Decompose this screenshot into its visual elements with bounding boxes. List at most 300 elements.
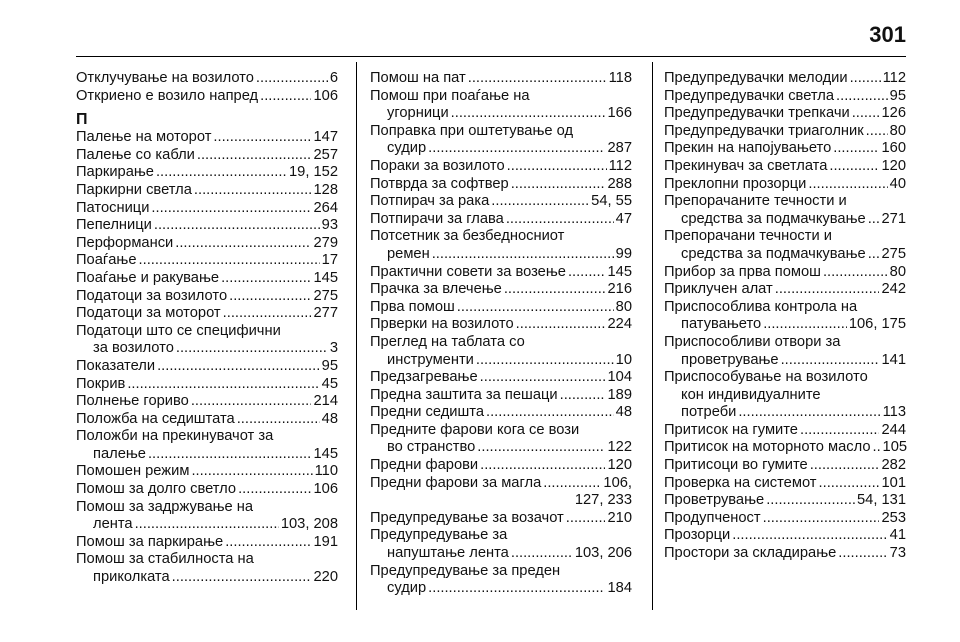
page-reference: 101 — [881, 474, 906, 491]
entry-line — [76, 376, 338, 394]
index-entry — [664, 545, 906, 563]
entry-line — [76, 252, 338, 270]
index-entry — [370, 457, 632, 475]
dot-leader — [511, 176, 606, 194]
dot-leader — [194, 182, 312, 200]
entry-term: Поаѓање и ракување — [76, 269, 220, 286]
entry-term: Пепелници — [76, 217, 152, 234]
entry-term: Проветрување — [664, 492, 765, 509]
entry-term: Предните фарови кога се вози — [370, 421, 580, 438]
page-reference: 73 — [889, 545, 906, 562]
entry-term: Притисок на гумите — [664, 421, 798, 438]
entry-term: лента — [93, 516, 133, 533]
entry-term: Положба на седиштата — [76, 410, 235, 427]
page-reference: 282 — [881, 457, 906, 474]
entry-line — [664, 281, 906, 299]
page-reference: 244 — [881, 421, 906, 438]
dot-leader — [238, 481, 311, 499]
index-entry — [76, 376, 338, 394]
page-reference: 257 — [313, 146, 338, 163]
page-reference: 141 — [881, 351, 906, 368]
entry-term: Препорачани течности и — [664, 228, 832, 245]
entry-line — [370, 580, 632, 598]
dot-leader — [568, 264, 606, 282]
entry-term: Помош при поаѓање на — [370, 87, 530, 104]
index-entry — [664, 492, 906, 510]
index-entry — [370, 369, 632, 387]
dot-leader — [175, 235, 311, 253]
dot-leader — [511, 545, 573, 563]
entry-line — [370, 510, 632, 528]
entry-term: инструменти — [387, 351, 474, 368]
entry-line — [76, 164, 338, 182]
dot-leader — [156, 164, 287, 182]
entry-term: Преклопни прозорци — [664, 175, 807, 192]
entry-line — [76, 288, 338, 306]
index-entry — [664, 193, 906, 228]
page-reference: 147 — [313, 129, 338, 146]
entry-term: Предупредување за — [370, 527, 508, 544]
entry-term: Проверка на системот — [664, 474, 817, 491]
entry-term: Предзагревање — [370, 369, 478, 386]
index-entry — [76, 164, 338, 182]
entry-line — [370, 387, 632, 405]
page-reference: 54, 131 — [856, 492, 906, 509]
entry-term: Помошен режим — [76, 463, 190, 480]
page-reference: 106 — [313, 481, 338, 498]
dot-leader — [451, 105, 606, 123]
page-reference: 288 — [607, 175, 632, 192]
index-entry — [370, 264, 632, 282]
entry-term: Помош за задржување на — [76, 498, 254, 515]
index-entry — [76, 182, 338, 200]
entry-term: Помош за паркирање — [76, 533, 224, 550]
index-entry — [76, 411, 338, 429]
page-reference: 287 — [607, 140, 632, 157]
entry-line — [76, 217, 338, 235]
page-reference: 19, 152 — [288, 164, 338, 181]
entry-line — [76, 270, 338, 288]
column-divider-2 — [652, 62, 653, 610]
dot-leader — [213, 129, 311, 147]
entry-term: Продупченост — [664, 509, 761, 526]
page-reference: 3 — [329, 340, 338, 357]
section-letter: П — [76, 111, 88, 129]
entry-term: Податоци што се специфични — [76, 322, 281, 339]
entry-term: Пораки за возилото — [370, 157, 505, 174]
index-entry — [76, 305, 338, 323]
page-reference: 126 — [881, 105, 906, 122]
entry-term: Притисок на моторното масло — [664, 439, 871, 456]
entry-term: Помош за стабилноста на — [76, 551, 254, 568]
dot-leader — [197, 147, 312, 165]
entry-line — [664, 475, 906, 493]
dot-leader — [833, 140, 879, 158]
entry-line — [664, 404, 906, 422]
page-reference: 214 — [313, 393, 338, 410]
index-entry — [370, 475, 632, 510]
entry-term: Приспособлива контрола на — [664, 298, 858, 315]
entry-line — [370, 105, 632, 123]
page-reference: 113 — [882, 404, 906, 421]
index-entry — [76, 252, 338, 270]
entry-term: Преглед на таблата со — [370, 333, 525, 350]
index-entry — [370, 158, 632, 176]
index-column-2 — [370, 70, 632, 598]
page-reference: 54, 55 — [591, 193, 632, 210]
entry-line — [76, 305, 338, 323]
dot-leader — [428, 580, 605, 598]
index-entry — [76, 235, 338, 253]
page-reference: 224 — [607, 316, 632, 333]
entry-line — [76, 481, 338, 499]
dot-leader — [486, 404, 614, 422]
entry-line — [76, 411, 338, 429]
index-entry — [370, 510, 632, 528]
entry-term: Предна заштита за пешаци — [370, 386, 558, 403]
index-entry — [76, 147, 338, 165]
index-entry — [76, 70, 338, 88]
page-reference: 277 — [313, 305, 338, 322]
dot-leader — [139, 252, 320, 270]
page-reference: 105 — [882, 439, 908, 456]
entry-term: Потпирач за рака — [370, 193, 490, 210]
dot-leader — [504, 281, 606, 299]
dot-leader — [560, 387, 606, 405]
entry-line — [76, 323, 338, 341]
entry-term: Предни седишта — [370, 404, 485, 421]
dot-leader — [221, 270, 311, 288]
dot-leader — [810, 457, 880, 475]
entry-line — [76, 499, 338, 517]
dot-leader — [480, 369, 606, 387]
page-reference: 128 — [313, 181, 338, 198]
dot-leader — [491, 193, 589, 211]
entry-line — [76, 551, 338, 569]
entry-line — [370, 88, 632, 106]
page-reference: 145 — [313, 445, 338, 462]
entry-term: Патосници — [76, 199, 150, 216]
page-reference: 275 — [313, 287, 338, 304]
page-reference: 210 — [607, 509, 632, 526]
entry-line — [76, 516, 338, 534]
page-reference: 160 — [881, 140, 906, 157]
page-reference: 220 — [313, 569, 338, 586]
entry-term: Препорачаните течности и — [664, 193, 847, 210]
entry-line — [370, 563, 632, 581]
page-reference: 80 — [615, 298, 632, 315]
entry-term: Предупредување за возачот — [370, 509, 564, 526]
index-entry — [370, 123, 632, 158]
page-reference: 106, 175 — [848, 316, 906, 333]
entry-line — [76, 129, 338, 147]
dot-leader — [151, 200, 311, 218]
dot-leader — [852, 105, 880, 123]
entry-line — [370, 457, 632, 475]
dot-leader — [543, 475, 601, 493]
entry-line — [370, 281, 632, 299]
entry-line — [76, 463, 338, 481]
index-entry — [664, 457, 906, 475]
entry-line — [370, 193, 632, 211]
index-entry — [370, 387, 632, 405]
page-reference: 264 — [313, 199, 338, 216]
index-entry — [76, 288, 338, 306]
entry-term: кон индивидуалните — [681, 386, 821, 403]
entry-line — [664, 369, 906, 387]
entry-line — [664, 457, 906, 475]
index-entry — [664, 228, 906, 263]
index-entry — [664, 299, 906, 334]
dot-leader — [477, 439, 605, 457]
entry-term: судир — [387, 140, 427, 157]
index-entry — [370, 228, 632, 263]
dot-leader — [850, 70, 881, 88]
entry-line — [370, 527, 632, 545]
index-entry — [664, 158, 906, 176]
entry-line — [664, 228, 906, 246]
page-reference: 106 — [313, 87, 338, 104]
entry-term: Полнење гориво — [76, 393, 189, 410]
dot-leader — [260, 88, 311, 106]
entry-line — [76, 88, 338, 106]
index-entry — [370, 88, 632, 123]
entry-line — [370, 475, 632, 493]
dot-leader — [191, 393, 312, 411]
entry-term: Прва помош — [370, 298, 455, 315]
dot-leader — [476, 352, 614, 370]
entry-line — [664, 422, 906, 440]
index-entry — [664, 510, 906, 528]
entry-line — [664, 264, 906, 282]
page-reference: 48 — [321, 410, 338, 427]
entry-line — [664, 510, 906, 528]
entry-term: Помош за долго светло — [76, 481, 237, 498]
index-entry — [76, 393, 338, 411]
index-entry — [664, 105, 906, 123]
index-entry — [370, 404, 632, 422]
index-entry — [370, 211, 632, 229]
dot-leader — [866, 123, 888, 141]
entry-term: Показатели — [76, 357, 156, 374]
index-entry — [664, 264, 906, 282]
page-reference: 253 — [881, 509, 906, 526]
dot-leader — [507, 158, 607, 176]
page-reference: 275 — [881, 245, 906, 262]
entry-line — [664, 70, 906, 88]
entry-line — [664, 299, 906, 317]
entry-line — [664, 527, 906, 545]
entry-line — [76, 200, 338, 218]
index-entry — [370, 422, 632, 457]
dot-leader — [256, 70, 328, 88]
page-reference: 112 — [882, 70, 906, 86]
index-entry — [76, 534, 338, 552]
dot-leader — [225, 534, 311, 552]
entry-term: Предупредување за преден — [370, 562, 561, 579]
entry-term: Предупредувачки триаголник — [664, 122, 864, 139]
dot-leader — [868, 246, 880, 264]
page-reference: 93 — [321, 217, 338, 234]
entry-line — [664, 158, 906, 176]
entry-term: Приспособливи отвори за — [664, 333, 841, 350]
dot-leader — [819, 475, 880, 493]
page-reference: 271 — [881, 210, 906, 227]
page-reference: 184 — [607, 580, 632, 597]
index-entry — [664, 70, 906, 88]
dot-leader — [732, 527, 887, 545]
page-reference-continuation: 127, 233 — [574, 492, 632, 509]
page-reference: 120 — [607, 457, 632, 474]
entry-line — [664, 246, 906, 264]
index-entry — [664, 88, 906, 106]
page-reference: 103, 206 — [574, 545, 632, 562]
index-entry — [370, 176, 632, 194]
entry-term: проветрување — [681, 351, 779, 368]
dot-leader — [823, 264, 888, 282]
column-divider-1 — [356, 62, 357, 610]
index-entry — [76, 323, 338, 358]
dot-leader — [172, 569, 312, 587]
entry-line — [370, 352, 632, 370]
entry-line — [370, 299, 632, 317]
dot-leader — [127, 376, 319, 394]
page-reference: 191 — [313, 533, 338, 550]
index-entry — [370, 334, 632, 369]
entry-term: Практични совети за возење — [370, 263, 566, 280]
index-entry — [370, 299, 632, 317]
entry-term: Поправка при оштетување од — [370, 122, 574, 139]
entry-term: ремен — [387, 245, 430, 262]
entry-line — [370, 369, 632, 387]
dot-leader — [157, 358, 320, 376]
entry-term: Податоци за моторот — [76, 305, 221, 322]
entry-term: Палење на моторот — [76, 129, 212, 146]
page-reference: 145 — [313, 269, 338, 286]
entry-line — [664, 352, 906, 370]
dot-leader — [457, 299, 614, 317]
page-reference: 104 — [607, 369, 632, 386]
page-reference: 45 — [321, 375, 338, 392]
page-reference: 95 — [321, 357, 338, 374]
entry-term: Потврда за софтвер — [370, 175, 509, 192]
entry-line — [76, 569, 338, 587]
entry-term: Предупредувачки светла — [664, 87, 835, 104]
entry-term: Податоци за возилото — [76, 287, 228, 304]
dot-leader — [800, 422, 880, 440]
dot-leader — [154, 217, 320, 235]
entry-line — [664, 492, 906, 510]
index-entry — [76, 499, 338, 534]
entry-line — [76, 235, 338, 253]
dot-leader — [566, 510, 606, 528]
index-entry — [370, 527, 632, 562]
dot-leader — [135, 516, 279, 534]
entry-line — [76, 182, 338, 200]
entry-line — [664, 211, 906, 229]
entry-term: Потсетник за безбедносниот — [370, 228, 565, 245]
dot-leader — [868, 211, 880, 229]
dot-leader — [829, 158, 879, 176]
dot-leader — [775, 281, 880, 299]
page-reference: 80 — [889, 122, 906, 139]
index-column-3 — [664, 70, 906, 563]
page-reference: 41 — [889, 527, 906, 544]
entry-line — [664, 140, 906, 158]
dot-leader — [148, 446, 312, 464]
entry-line — [370, 439, 632, 457]
entry-term: Приклучен алат — [664, 281, 773, 298]
page-reference: 80 — [889, 263, 906, 280]
index-entry — [664, 475, 906, 493]
entry-term: напуштање лента — [387, 545, 509, 562]
entry-line — [76, 446, 338, 464]
dot-leader — [873, 439, 881, 457]
page-reference: 99 — [615, 245, 632, 262]
entry-line — [370, 176, 632, 194]
entry-term: Предни фарови — [370, 457, 479, 474]
entry-term: Приспособување на возилото — [664, 369, 868, 386]
page-reference: 106, — [603, 474, 632, 491]
entry-term: патувањето — [681, 316, 762, 333]
index-entry — [664, 281, 906, 299]
header-rule — [76, 56, 906, 57]
entry-term: Откриено е возило напред — [76, 87, 259, 104]
dot-leader — [836, 88, 888, 106]
page-reference: 40 — [889, 175, 906, 192]
index-entry — [370, 281, 632, 299]
entry-line — [370, 246, 632, 264]
entry-term: угорници — [387, 105, 449, 122]
entry-line — [370, 158, 632, 176]
entry-line — [370, 316, 632, 334]
dot-leader — [838, 545, 887, 563]
dot-leader — [432, 246, 614, 264]
index-entry — [76, 481, 338, 499]
entry-term: средства за подмачкување — [681, 210, 866, 227]
entry-term: во странство — [387, 439, 476, 456]
entry-term: Предупредувачки трепкачи — [664, 105, 850, 122]
entry-line — [76, 428, 338, 446]
index-entry — [76, 88, 338, 106]
page-reference: 95 — [889, 87, 906, 104]
entry-line — [76, 70, 338, 88]
entry-line — [664, 105, 906, 123]
page-reference: 48 — [615, 404, 632, 421]
entry-term: Паркирни светла — [76, 181, 192, 198]
entry-term: Простори за складирање — [664, 545, 837, 562]
index-column-1 — [76, 70, 338, 587]
entry-line — [664, 545, 906, 563]
entry-line — [370, 422, 632, 440]
entry-line — [370, 140, 632, 158]
page-reference: 103, 208 — [280, 516, 338, 533]
entry-line — [76, 534, 338, 552]
entry-line — [664, 193, 906, 211]
entry-term: Прверки на возилото — [370, 316, 514, 333]
index-entry — [664, 140, 906, 158]
page-reference: 17 — [321, 252, 338, 269]
index-entry — [664, 439, 906, 457]
entry-line — [370, 70, 632, 88]
entry-term: Предупредувачки мелодии — [664, 70, 848, 86]
entry-line — [664, 123, 906, 141]
entry-line — [76, 340, 338, 358]
index-entry — [664, 527, 906, 545]
entry-term: Прибор за прва помош — [664, 263, 821, 280]
page-reference: 6 — [329, 70, 338, 86]
index-entry — [76, 463, 338, 481]
